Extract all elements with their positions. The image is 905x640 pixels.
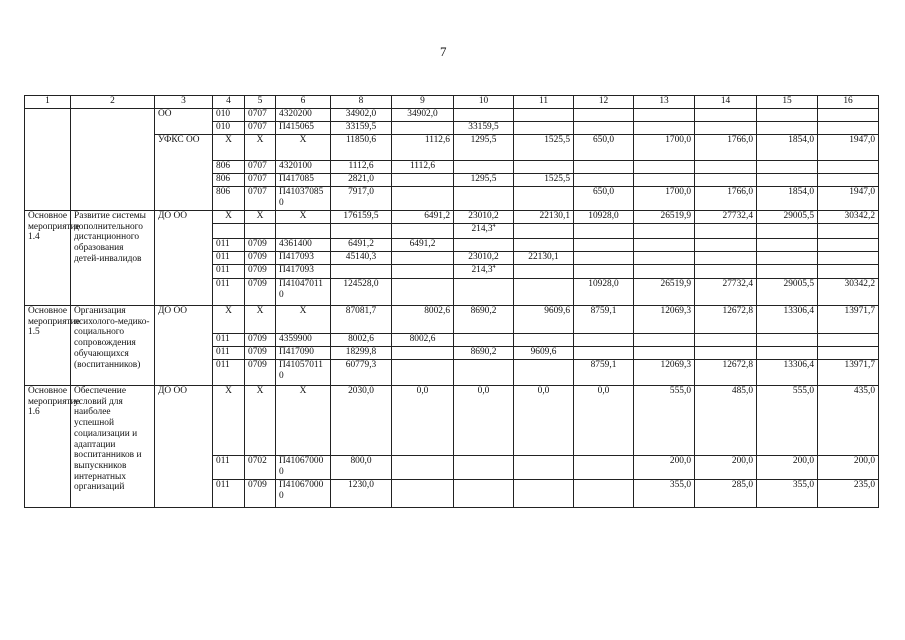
column-header: 10	[454, 96, 514, 109]
cell-rzpr: Х	[245, 386, 276, 456]
cell-csr	[276, 224, 331, 239]
cell-value	[757, 224, 818, 239]
cell-csr: Х	[276, 306, 331, 334]
cell-measure: Основное мероприятие 1.6	[25, 386, 71, 508]
cell-value: 26519,9	[634, 211, 695, 224]
cell-value: 13306,4	[757, 360, 818, 386]
cell-csr: П417090	[276, 347, 331, 360]
column-header: 1	[25, 96, 71, 109]
cell-rzpr: 0709	[245, 347, 276, 360]
cell-executor: ОО	[155, 109, 213, 135]
cell-value	[454, 360, 514, 386]
cell-value: 8759,1	[574, 360, 634, 386]
cell-value: 1947,0	[818, 135, 879, 161]
table-header-row	[25, 96, 879, 109]
table-row	[25, 211, 879, 224]
cell-value: 200,0	[695, 456, 757, 480]
cell-value	[514, 109, 574, 122]
cell-value	[757, 265, 818, 279]
cell-csr: П417093	[276, 265, 331, 279]
cell-value: 355,0	[757, 480, 818, 508]
cell-value: 1112,6	[392, 135, 454, 161]
cell-value: 1295,5	[454, 174, 514, 187]
cell-csr: 4361400	[276, 239, 331, 252]
cell-value: 18299,8	[331, 347, 392, 360]
cell-value: 23010,2	[454, 252, 514, 265]
cell-value	[757, 347, 818, 360]
cell-value: 555,0	[757, 386, 818, 456]
cell-name: Обеспечение условий для наиболее успешной социализации и адаптации воспитанников и выпускников интернатных организаций	[71, 386, 155, 508]
cell-value: 22130,1	[514, 252, 574, 265]
cell-csr: П410470110	[276, 279, 331, 306]
footnote-mark: 4	[492, 263, 496, 270]
cell-value	[331, 265, 392, 279]
cell-grbs: Х	[213, 135, 245, 161]
cell-executor: ДО ОО	[155, 211, 213, 306]
cell-value: 1525,5	[514, 174, 574, 187]
cell-value	[574, 174, 634, 187]
cell-value	[574, 239, 634, 252]
cell-value	[454, 187, 514, 211]
cell-value	[695, 224, 757, 239]
column-header: 5	[245, 96, 276, 109]
cell-csr: П410670000	[276, 456, 331, 480]
cell-value: 0,0	[514, 386, 574, 456]
cell-value	[634, 224, 695, 239]
cell-value: 650,0	[574, 187, 634, 211]
cell-value	[392, 456, 454, 480]
column-header: 15	[757, 96, 818, 109]
cell-value	[574, 109, 634, 122]
cell-csr: П410370850	[276, 187, 331, 211]
cell-value	[695, 122, 757, 135]
cell-value: 23010,2	[454, 211, 514, 224]
cell-value	[454, 239, 514, 252]
cell-value	[818, 265, 879, 279]
cell-measure: Основное мероприятие 1.5	[25, 306, 71, 386]
cell-value	[331, 224, 392, 239]
column-header: 4	[213, 96, 245, 109]
cell-csr: П417093	[276, 252, 331, 265]
cell-value: 8690,2	[454, 347, 514, 360]
cell-value: 1112,6	[392, 161, 454, 174]
cell-value	[514, 122, 574, 135]
cell-value	[574, 265, 634, 279]
cell-csr: Х	[276, 211, 331, 224]
footnote-mark: 4	[492, 222, 496, 229]
table-row	[25, 386, 879, 456]
cell-value	[454, 279, 514, 306]
cell-rzpr: 0709	[245, 334, 276, 347]
cell-value: 355,0	[634, 480, 695, 508]
cell-value: 1525,5	[514, 135, 574, 161]
cell-value	[634, 347, 695, 360]
cell-name: Организация психолого-медико-социального сопровождения обучающихся (воспитанников)	[71, 306, 155, 386]
cell-rzpr: 0707	[245, 187, 276, 211]
cell-value	[818, 347, 879, 360]
cell-value	[695, 265, 757, 279]
cell-value: 0,0	[454, 386, 514, 456]
cell-value	[454, 161, 514, 174]
cell-value	[818, 334, 879, 347]
column-header: 12	[574, 96, 634, 109]
column-header: 11	[514, 96, 574, 109]
cell-grbs: 011	[213, 480, 245, 508]
cell-value: 6491,2	[392, 211, 454, 224]
column-header: 8	[331, 96, 392, 109]
cell-executor: УФКС ОО	[155, 135, 213, 211]
cell-value: 13306,4	[757, 306, 818, 334]
cell-value: 33159,5	[454, 122, 514, 135]
table-row	[25, 109, 879, 122]
cell-value: 800,0	[331, 456, 392, 480]
cell-value: 29005,5	[757, 279, 818, 306]
cell-value	[514, 224, 574, 239]
cell-rzpr: 0709	[245, 480, 276, 508]
cell-value: 60779,3	[331, 360, 392, 386]
cell-value: 12672,8	[695, 360, 757, 386]
cell-value: 30342,2	[818, 211, 879, 224]
cell-value	[818, 252, 879, 265]
column-header: 3	[155, 96, 213, 109]
cell-value	[454, 456, 514, 480]
cell-rzpr: 0709	[245, 239, 276, 252]
cell-value	[757, 174, 818, 187]
cell-value	[757, 161, 818, 174]
cell-grbs: Х	[213, 306, 245, 334]
cell-rzpr: 0707	[245, 109, 276, 122]
cell-grbs: 011	[213, 252, 245, 265]
cell-value	[695, 109, 757, 122]
cell-value	[757, 334, 818, 347]
cell-value: 1854,0	[757, 135, 818, 161]
cell-value: 9609,6	[514, 306, 574, 334]
cell-value: 0,0	[574, 386, 634, 456]
cell-value: 176159,5	[331, 211, 392, 224]
cell-rzpr: Х	[245, 211, 276, 224]
column-header: 16	[818, 96, 879, 109]
cell-value: 8002,6	[331, 334, 392, 347]
cell-value	[634, 122, 695, 135]
cell-value: 12069,3	[634, 306, 695, 334]
cell-value	[514, 239, 574, 252]
cell-value	[454, 334, 514, 347]
cell-executor: ДО ОО	[155, 306, 213, 386]
cell-value	[574, 122, 634, 135]
cell-value	[392, 360, 454, 386]
cell-value: 33159,5	[331, 122, 392, 135]
cell-rzpr: 0709	[245, 279, 276, 306]
cell-value	[392, 122, 454, 135]
cell-value: 34902,0	[392, 109, 454, 122]
cell-value: 34902,0	[331, 109, 392, 122]
cell-name	[71, 109, 155, 211]
cell-value: 10928,0	[574, 211, 634, 224]
cell-grbs	[213, 224, 245, 239]
cell-value	[392, 224, 454, 239]
cell-value	[757, 109, 818, 122]
cell-value: 9609,6	[514, 347, 574, 360]
cell-value	[757, 239, 818, 252]
cell-value	[634, 252, 695, 265]
cell-value: 27732,4	[695, 211, 757, 224]
cell-grbs: 010	[213, 122, 245, 135]
cell-value	[392, 252, 454, 265]
cell-value	[695, 174, 757, 187]
cell-value	[818, 174, 879, 187]
cell-value	[574, 456, 634, 480]
cell-grbs: 011	[213, 334, 245, 347]
cell-value: 485,0	[695, 386, 757, 456]
cell-value	[634, 174, 695, 187]
cell-grbs: 011	[213, 456, 245, 480]
cell-value	[392, 187, 454, 211]
cell-executor: ДО ОО	[155, 386, 213, 508]
column-header: 9	[392, 96, 454, 109]
cell-value: 8002,6	[392, 334, 454, 347]
cell-value	[392, 480, 454, 508]
cell-value	[392, 279, 454, 306]
column-header: 13	[634, 96, 695, 109]
cell-value	[454, 224, 514, 239]
cell-value	[818, 122, 879, 135]
cell-rzpr: 0707	[245, 174, 276, 187]
cell-value	[574, 224, 634, 239]
column-header: 14	[695, 96, 757, 109]
cell-value	[634, 334, 695, 347]
table-row	[25, 306, 879, 334]
cell-name: Развитие системы дополнительного дистанционного образования детей-инвалидов	[71, 211, 155, 306]
cell-value: 1112,6	[331, 161, 392, 174]
cell-rzpr: 0709	[245, 265, 276, 279]
page-number: 7	[440, 44, 447, 59]
cell-value: 12069,3	[634, 360, 695, 386]
cell-value: 285,0	[695, 480, 757, 508]
cell-csr: 4320200	[276, 109, 331, 122]
cell-rzpr	[245, 224, 276, 239]
cell-grbs: 011	[213, 239, 245, 252]
cell-value	[634, 109, 695, 122]
cell-csr: Х	[276, 386, 331, 456]
cell-csr: 4359900	[276, 334, 331, 347]
cell-grbs: 011	[213, 265, 245, 279]
cell-value: 2821,0	[331, 174, 392, 187]
cell-grbs: Х	[213, 386, 245, 456]
cell-value	[514, 187, 574, 211]
cell-csr: П417085	[276, 174, 331, 187]
cell-value	[514, 265, 574, 279]
cell-measure	[25, 109, 71, 211]
cell-value: 29005,5	[757, 211, 818, 224]
value-text: 214,3	[471, 265, 493, 275]
cell-value	[514, 334, 574, 347]
cell-value: 87081,7	[331, 306, 392, 334]
column-header: 2	[71, 96, 155, 109]
cell-value	[574, 161, 634, 174]
cell-grbs: 806	[213, 187, 245, 211]
cell-value: 10928,0	[574, 279, 634, 306]
cell-value	[574, 334, 634, 347]
cell-value	[695, 161, 757, 174]
cell-value: 1700,0	[634, 135, 695, 161]
cell-value	[454, 480, 514, 508]
cell-value: 1700,0	[634, 187, 695, 211]
cell-value	[392, 347, 454, 360]
cell-value: 8002,6	[392, 306, 454, 334]
cell-value: 435,0	[818, 386, 879, 456]
cell-value: 200,0	[757, 456, 818, 480]
cell-value	[634, 239, 695, 252]
cell-csr: П410570110	[276, 360, 331, 386]
cell-value	[818, 109, 879, 122]
cell-csr: П415065	[276, 122, 331, 135]
cell-value: 11850,6	[331, 135, 392, 161]
cell-value: 1766,0	[695, 187, 757, 211]
cell-value: 124528,0	[331, 279, 392, 306]
cell-value: 1766,0	[695, 135, 757, 161]
cell-rzpr: Х	[245, 306, 276, 334]
cell-value: 0,0	[392, 386, 454, 456]
cell-value: 1947,0	[818, 187, 879, 211]
cell-rzpr: 0707	[245, 161, 276, 174]
cell-value: 7917,0	[331, 187, 392, 211]
cell-value	[514, 360, 574, 386]
cell-rzpr: 0702	[245, 456, 276, 480]
cell-rzpr: 0707	[245, 122, 276, 135]
cell-value	[818, 239, 879, 252]
cell-csr: 4320100	[276, 161, 331, 174]
cell-value	[454, 109, 514, 122]
cell-grbs: Х	[213, 211, 245, 224]
budget-table	[24, 95, 879, 508]
cell-value: 200,0	[634, 456, 695, 480]
cell-value	[634, 265, 695, 279]
cell-value	[695, 239, 757, 252]
cell-value	[818, 224, 879, 239]
cell-value	[695, 347, 757, 360]
cell-value: 12672,8	[695, 306, 757, 334]
cell-value: 13971,7	[818, 306, 879, 334]
cell-value: 30342,2	[818, 279, 879, 306]
cell-value	[634, 161, 695, 174]
cell-value: 8759,1	[574, 306, 634, 334]
cell-value	[757, 252, 818, 265]
cell-value: 200,0	[818, 456, 879, 480]
cell-grbs: 806	[213, 174, 245, 187]
cell-rzpr: Х	[245, 135, 276, 161]
value-text: 214,3	[471, 224, 493, 234]
cell-value	[757, 122, 818, 135]
cell-value	[514, 480, 574, 508]
cell-value: 2030,0	[331, 386, 392, 456]
cell-value	[574, 347, 634, 360]
cell-value	[392, 174, 454, 187]
cell-value: 6491,2	[392, 239, 454, 252]
cell-value	[818, 161, 879, 174]
cell-value	[514, 456, 574, 480]
cell-csr: П410670000	[276, 480, 331, 508]
cell-value	[574, 252, 634, 265]
cell-value: 6491,2	[331, 239, 392, 252]
cell-rzpr: 0709	[245, 360, 276, 386]
cell-value	[695, 334, 757, 347]
cell-csr: Х	[276, 135, 331, 161]
cell-value	[514, 279, 574, 306]
cell-grbs: 011	[213, 279, 245, 306]
cell-value	[695, 252, 757, 265]
cell-value: 650,0	[574, 135, 634, 161]
cell-value: 555,0	[634, 386, 695, 456]
cell-value: 8690,2	[454, 306, 514, 334]
cell-value	[574, 480, 634, 508]
cell-grbs: 806	[213, 161, 245, 174]
cell-value: 1854,0	[757, 187, 818, 211]
cell-value	[454, 265, 514, 279]
cell-value: 13971,7	[818, 360, 879, 386]
cell-value: 235,0	[818, 480, 879, 508]
cell-rzpr: 0709	[245, 252, 276, 265]
column-header: 6	[276, 96, 331, 109]
cell-grbs: 011	[213, 347, 245, 360]
cell-value: 45140,3	[331, 252, 392, 265]
cell-value	[392, 265, 454, 279]
cell-value	[514, 161, 574, 174]
cell-value: 27732,4	[695, 279, 757, 306]
cell-grbs: 010	[213, 109, 245, 122]
cell-value: 22130,1	[514, 211, 574, 224]
cell-measure: Основное мероприятие 1.4	[25, 211, 71, 306]
cell-grbs: 011	[213, 360, 245, 386]
cell-value: 26519,9	[634, 279, 695, 306]
cell-value: 1295,5	[454, 135, 514, 161]
cell-value: 1230,0	[331, 480, 392, 508]
